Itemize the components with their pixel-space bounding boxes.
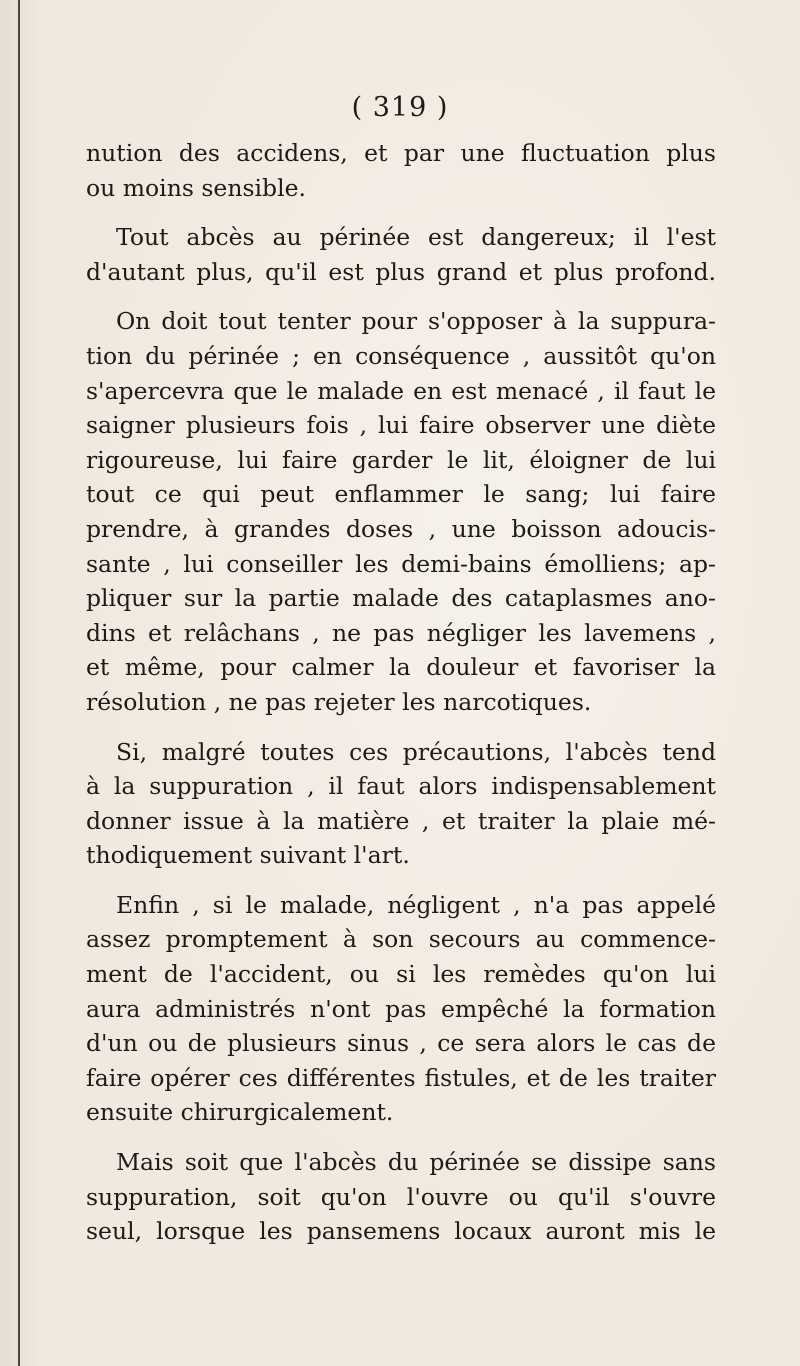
text-line: à la suppuration , il faut alors indispensablement [86,772,716,801]
text-line: résolution , ne pas rejeter les narcotiques. [86,687,592,716]
text-line: et même, pour calmer la douleur et favoriser la [86,653,716,682]
text-line: Si, malgré toutes ces précautions, l'abcès tend [116,737,716,766]
text-line: On doit tout tenter pour s'opposer à la suppura- [116,307,716,336]
text-line: Enfin , si le malade, négligent , n'a pas appelé [116,890,716,919]
paragraph [86,220,716,289]
paragraph [86,888,716,1130]
paragraph [86,136,716,205]
text-line: suppuration, soit qu'on l'ouvre ou qu'il s'ouvre [86,1182,716,1211]
text-line: sante , lui conseiller les demi-bains émolliens; ap- [86,549,716,578]
paragraph [86,304,716,719]
page-number: ( 319 ) [351,92,449,123]
text-line: prendre, à grandes doses , une boisson adoucis- [86,514,716,543]
text-line: rigoureuse, lui faire garder le lit, éloigner de lui [86,445,716,474]
text-line: saigner plusieurs fois , lui faire observer une diète [86,411,716,440]
text-line: Mais soit que l'abcès du périnée se dissipe sans [116,1148,716,1177]
binding-edge [18,0,20,1366]
text-line: nution des accidens, et par une fluctuation plus [86,139,716,167]
text-line: thodiquement suivant l'art. [86,841,410,870]
text-line: ensuite chirurgicalement. [86,1098,394,1127]
text-line: ment de l'accident, ou si les remèdes qu'on lui [86,960,716,989]
text-line: assez promptement à son secours au commence- [86,925,716,954]
text-line: d'autant plus, qu'il est plus grand et plus profond. [86,257,716,286]
text-line: seul, lorsque les pansemens locaux auront mis le [86,1217,716,1246]
text-line: pliquer sur la partie malade des cataplasmes ano- [86,584,716,613]
text-line: ou moins sensible. [86,173,306,202]
text-line: faire opérer ces différentes fistules, et de les traiter [86,1063,716,1092]
text-line: d'un ou de plusieurs sinus , ce sera alors le cas de [86,1029,716,1058]
text-line: s'apercevra que le malade en est menacé , il faut le [86,376,716,405]
body-text [86,136,716,1249]
text-line: Tout abcès au périnée est dangereux; il l'est [116,223,716,252]
text-line: tion du périnée ; en conséquence , aussitôt qu'on [86,341,716,370]
paragraph [86,1145,716,1249]
text-line: tout ce qui peut enflammer le sang; lui faire [86,480,716,509]
text-line: donner issue à la matière , et traiter la plaie mé- [86,806,716,835]
paragraph [86,735,716,873]
text-line: aura administrés n'ont pas empêché la formation [86,994,716,1023]
text-line: dins et relâchans , ne pas négliger les lavemens , [86,618,716,647]
